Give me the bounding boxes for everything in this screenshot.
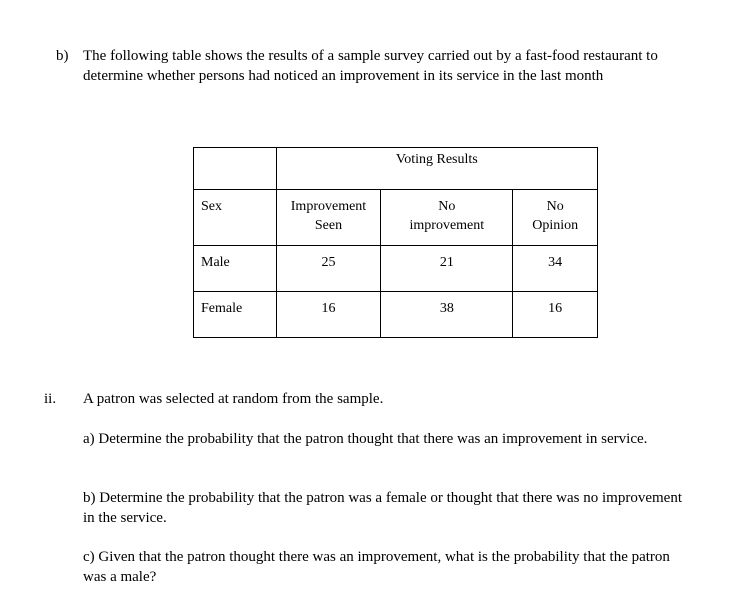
header-improvement-line1: Improvement [290,199,367,214]
table-title: Voting Results [276,148,597,190]
table-row-male [194,246,598,292]
table-corner-cell [194,148,277,190]
header-sex: Sex [194,190,277,246]
header-no-improvement [381,190,513,246]
row-improvement-cell: 16 [276,292,381,338]
row-no-improvement-cell: 38 [381,292,513,338]
row-sex-cell: Male [194,246,277,292]
row-no-opinion-cell: 34 [513,246,598,292]
header-improvement-seen [276,190,381,246]
table-title-row [194,148,598,190]
row-no-opinion-cell: 16 [513,292,598,338]
question-b: b) Determine the probability that the patron was a female or thought that there was no improvement in the service. [83,490,682,526]
row-improvement-cell: 25 [276,246,381,292]
part-b-text: The following table shows the results of a sample survey carried out by a fast-food restaurant to determine whether persons had noticed an improvement in its service in the last month [83,48,658,84]
table-row-female [194,292,598,338]
header-no-opinion-line1: No [546,199,564,214]
header-no-improvement-line1: No [438,199,456,214]
row-sex-cell: Female [194,292,277,338]
header-improvement-line2: Seen [314,218,343,233]
header-no-improvement-line2: improvement [409,218,485,233]
question-a: a) Determine the probability that the patron thought that there was an improvement in service. [83,431,648,447]
question-c: c) Given that the patron thought there was an improvement, what is the probability that the patron was a male? [83,549,670,585]
header-no-opinion-line2: Opinion [532,218,579,233]
table-header-row [194,190,598,246]
part-ii-intro: A patron was selected at random from the sample. [83,391,384,407]
survey-table [193,147,598,338]
part-b-label: b) [56,48,69,64]
header-no-opinion [513,190,598,246]
row-no-improvement-cell: 21 [381,246,513,292]
part-ii-label: ii. [44,391,57,407]
